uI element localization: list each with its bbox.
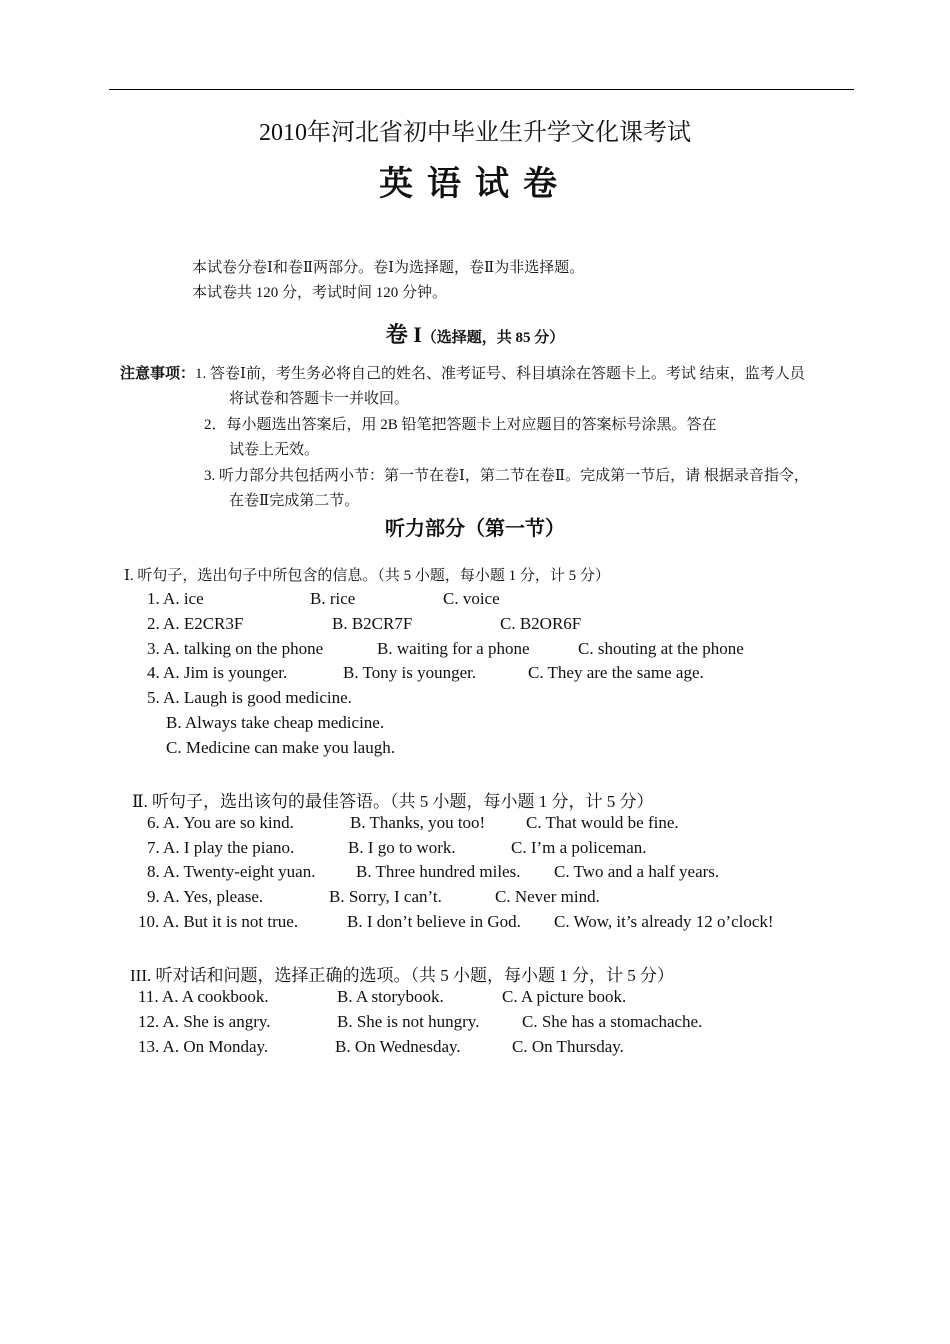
subject-title: 英语试卷 <box>379 166 571 203</box>
exam-title: 2010年河北省初中毕业生升学文化课考试 <box>259 120 691 146</box>
option-b: B. Tony is younger. <box>343 663 477 682</box>
option-c: C. On Thursday. <box>512 1037 624 1056</box>
question-row <box>147 838 847 860</box>
question-row <box>147 887 847 909</box>
section-3-instruction: III. 听对话和问题，选择正确的选项。（共 5 小题，每小题 1 分，计 5 分） <box>130 966 674 985</box>
option-c: C. They are the same age. <box>528 663 704 682</box>
notice-item-1-cont: 将试卷和答题卡一并收回。 <box>229 391 410 407</box>
question-5-option-a: 5. A. Laugh is good medicine. <box>147 688 352 707</box>
intro-line-2: 本试卷共 120 分，考试时间 120 分钟。 <box>192 285 448 301</box>
option-c: C. Two and a half years. <box>554 862 720 881</box>
section-1-instruction: Ⅰ. 听句子，选出句子中所包含的信息。（共 5 小题，每小题 1 分，计 5 分） <box>124 568 610 584</box>
option-a: 13. A. On Monday. <box>138 1037 269 1056</box>
option-b: B. I go to work. <box>348 838 456 857</box>
option-c: C. A picture book. <box>502 987 627 1006</box>
part1-note: （选择题，共 85 分） <box>421 330 565 346</box>
option-b: B. Three hundred miles. <box>356 862 521 881</box>
part1-title <box>0 318 950 349</box>
question-row <box>138 987 838 1009</box>
section-2-instruction: Ⅱ. 听句子，选出该句的最佳答语。（共 5 小题，每小题 1 分，计 5 分） <box>132 792 654 811</box>
top-rule <box>109 89 854 90</box>
question-row <box>147 639 847 661</box>
intro-line-1: 本试卷分卷Ⅰ和卷Ⅱ两部分。卷Ⅰ为选择题，卷Ⅱ为非选择题。 <box>192 260 585 276</box>
option-a: 6. A. You are so kind. <box>147 813 294 832</box>
option-c: C. That would be fine. <box>526 813 679 832</box>
option-b: B. She is not hungry. <box>337 1012 480 1031</box>
question-row <box>147 813 847 835</box>
option-c: C. Never mind. <box>495 887 600 906</box>
option-c: C. Wow, it’s already 12 o’clock! <box>554 912 774 931</box>
listening-title: 听力部分（第一节） <box>385 518 565 540</box>
option-b: B. A storybook. <box>337 987 444 1006</box>
option-a: 1. A. ice <box>147 589 204 608</box>
option-b: B. waiting for a phone <box>377 639 530 658</box>
notice-item-1: 注意事项：1. 答卷Ⅰ前，考生务必将自己的姓名、准考证号、科目填涂在答题卡上。考试 结束，监考人员 <box>120 366 805 382</box>
option-c: C. She has a stomachache. <box>522 1012 703 1031</box>
question-5-option-b: B. Always take cheap medicine. <box>166 713 385 732</box>
question-row <box>147 589 847 611</box>
question-row <box>147 663 847 685</box>
option-c: C. B2OR6F <box>500 614 582 633</box>
question-5-option-c: C. Medicine can make you laugh. <box>166 738 395 757</box>
option-b: B. B2CR7F <box>332 614 413 633</box>
option-a: 2. A. E2CR3F <box>147 614 244 633</box>
option-a: 10. A. But it is not true. <box>138 912 299 931</box>
option-a: 4. A. Jim is younger. <box>147 663 288 682</box>
option-b: B. Thanks, you too! <box>350 813 486 832</box>
notice-label: 注意事项： <box>120 366 196 382</box>
notice-item-3: 3. 听力部分共包括两小节：第一节在卷Ⅰ，第二节在卷Ⅱ。完成第一节后，请 根据录音指令， <box>204 468 809 484</box>
option-a: 11. A. A cookbook. <box>138 987 269 1006</box>
question-row <box>138 912 858 934</box>
option-a: 9. A. Yes, please. <box>147 887 264 906</box>
question-row <box>147 614 847 636</box>
notice-item-2-cont: 试卷上无效。 <box>229 442 320 458</box>
option-c: C. shouting at the phone <box>578 639 744 658</box>
option-a: 7. A. I play the piano. <box>147 838 295 857</box>
option-c: C. I’m a policeman. <box>511 838 647 857</box>
question-row <box>147 862 847 884</box>
option-b: B. On Wednesday. <box>335 1037 461 1056</box>
question-row <box>138 1037 838 1059</box>
notice-item-2: 2．每小题选出答案后，用 2B 铅笔把答题卡上对应题目的答案标号涂黑。答在 <box>204 417 717 433</box>
part1-label: 卷 I <box>385 322 422 347</box>
option-b: B. I don’t believe in God. <box>347 912 521 931</box>
notice-item-3-cont: 在卷Ⅱ完成第二节。 <box>229 493 360 509</box>
option-a: 3. A. talking on the phone <box>147 639 324 658</box>
option-a: 8. A. Twenty-eight yuan. <box>147 862 316 881</box>
question-row <box>138 1012 838 1034</box>
option-b: B. Sorry, I can’t. <box>329 887 442 906</box>
option-b: B. rice <box>310 589 356 608</box>
option-c: C. voice <box>443 589 500 608</box>
option-a: 12. A. She is angry. <box>138 1012 271 1031</box>
